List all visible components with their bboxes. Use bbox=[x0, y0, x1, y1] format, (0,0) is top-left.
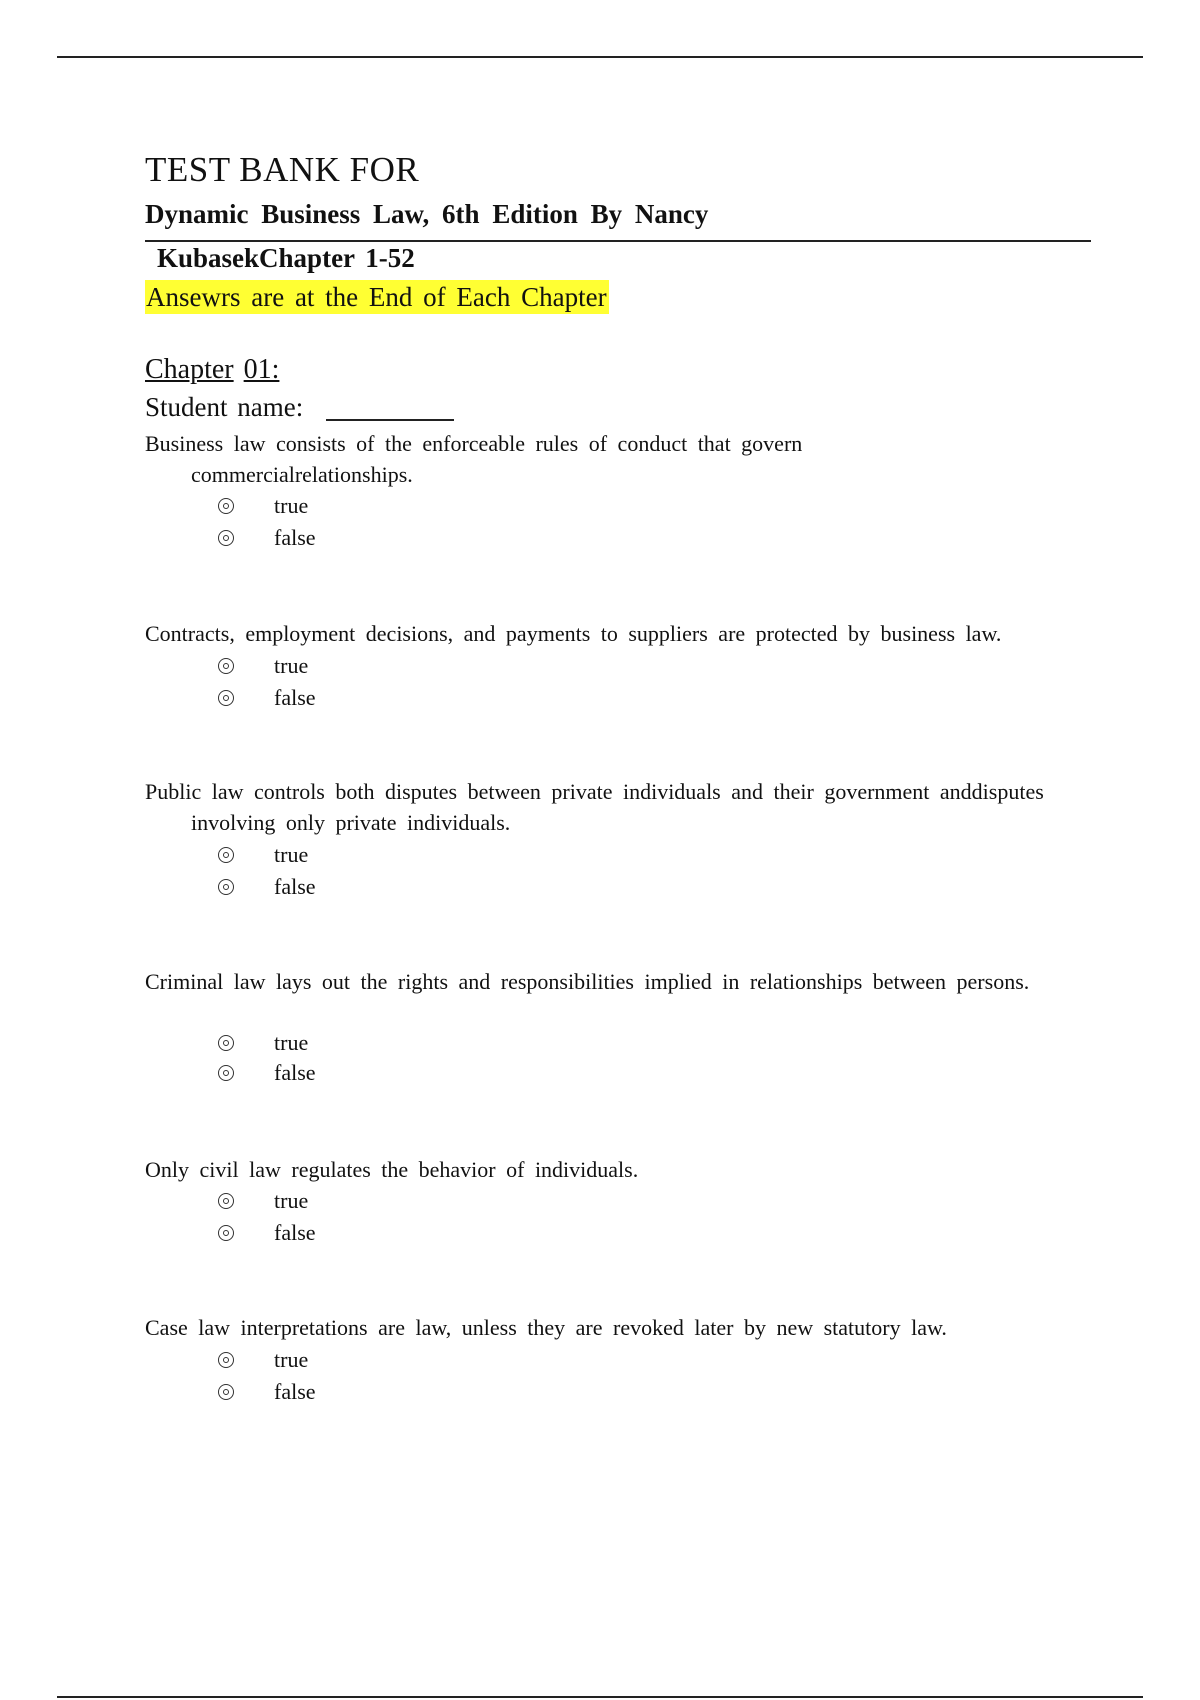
radio-button-icon[interactable] bbox=[218, 690, 234, 706]
radio-button-icon[interactable] bbox=[218, 1193, 234, 1209]
chapter-label: Chapter bbox=[145, 354, 234, 385]
radio-button-icon[interactable] bbox=[218, 1065, 234, 1081]
answer-option-false[interactable] bbox=[218, 526, 316, 550]
radio-button-icon[interactable] bbox=[218, 1352, 234, 1368]
option-label: false bbox=[274, 1220, 316, 1245]
radio-button-icon[interactable] bbox=[218, 1225, 234, 1241]
option-label: true bbox=[274, 1347, 309, 1372]
document-subtitle-continued: KubasekChapter 1-52 bbox=[157, 243, 415, 273]
option-label: false bbox=[274, 685, 316, 710]
option-label: false bbox=[274, 1060, 316, 1085]
option-label: false bbox=[274, 525, 316, 550]
student-name-blank[interactable] bbox=[326, 419, 454, 421]
document-title: TEST BANK FOR bbox=[145, 150, 420, 189]
answer-option-true[interactable] bbox=[218, 1189, 308, 1213]
question-2 bbox=[145, 618, 1191, 649]
question-text: Public law controls both disputes between private individuals and their government anddisputes involving only private individuals. bbox=[145, 779, 1044, 835]
answer-option-true[interactable] bbox=[218, 1031, 308, 1055]
question-text: Contracts, employment decisions, and payments to suppliers are protected by business law. bbox=[145, 621, 1002, 646]
top-rule bbox=[57, 56, 1143, 58]
option-label: true bbox=[274, 653, 309, 678]
answer-option-false[interactable] bbox=[218, 875, 316, 899]
radio-button-icon[interactable] bbox=[218, 1384, 234, 1400]
radio-button-icon[interactable] bbox=[218, 498, 234, 514]
question-text: Case law interpretations are law, unless they are revoked later by new statutory law. bbox=[145, 1315, 947, 1340]
bottom-rule bbox=[57, 1696, 1143, 1698]
question-1 bbox=[145, 428, 931, 490]
radio-button-icon[interactable] bbox=[218, 1035, 234, 1051]
question-text: Criminal law lays out the rights and responsibilities implied in relationships between persons. bbox=[145, 969, 1030, 994]
subtitle-rule bbox=[145, 240, 1091, 242]
question-5 bbox=[145, 1154, 1161, 1185]
answer-option-false[interactable] bbox=[218, 1380, 316, 1404]
option-label: false bbox=[274, 874, 316, 899]
radio-button-icon[interactable] bbox=[218, 847, 234, 863]
document-subtitle: Dynamic Business Law, 6th Edition By Nancy bbox=[145, 199, 709, 229]
option-label: true bbox=[274, 842, 309, 867]
question-text: Only civil law regulates the behavior of individuals. bbox=[145, 1157, 639, 1182]
option-label: true bbox=[274, 1188, 309, 1213]
radio-button-icon[interactable] bbox=[218, 879, 234, 895]
question-6 bbox=[145, 1312, 1191, 1343]
option-label: true bbox=[274, 1030, 309, 1055]
option-label: false bbox=[274, 1379, 316, 1404]
chapter-number: 01: bbox=[243, 354, 280, 385]
radio-button-icon[interactable] bbox=[218, 530, 234, 546]
chapter-heading bbox=[145, 354, 279, 386]
answer-option-true[interactable] bbox=[218, 494, 308, 518]
question-3 bbox=[145, 776, 1071, 838]
answer-option-false[interactable] bbox=[218, 686, 316, 710]
radio-button-icon[interactable] bbox=[218, 658, 234, 674]
answer-option-true[interactable] bbox=[218, 1348, 308, 1372]
option-label: true bbox=[274, 493, 309, 518]
student-name-label: Student name: bbox=[145, 392, 304, 422]
question-text: Business law consists of the enforceable rules of conduct that govern commercialrelationships. bbox=[145, 431, 803, 487]
answer-option-true[interactable] bbox=[218, 843, 308, 867]
highlighted-note: Ansewrs are at the End of Each Chapter bbox=[146, 282, 607, 312]
answer-option-false[interactable] bbox=[218, 1221, 316, 1245]
answer-option-true[interactable] bbox=[218, 654, 308, 678]
question-4 bbox=[145, 966, 1121, 997]
answer-option-false[interactable] bbox=[218, 1061, 316, 1085]
